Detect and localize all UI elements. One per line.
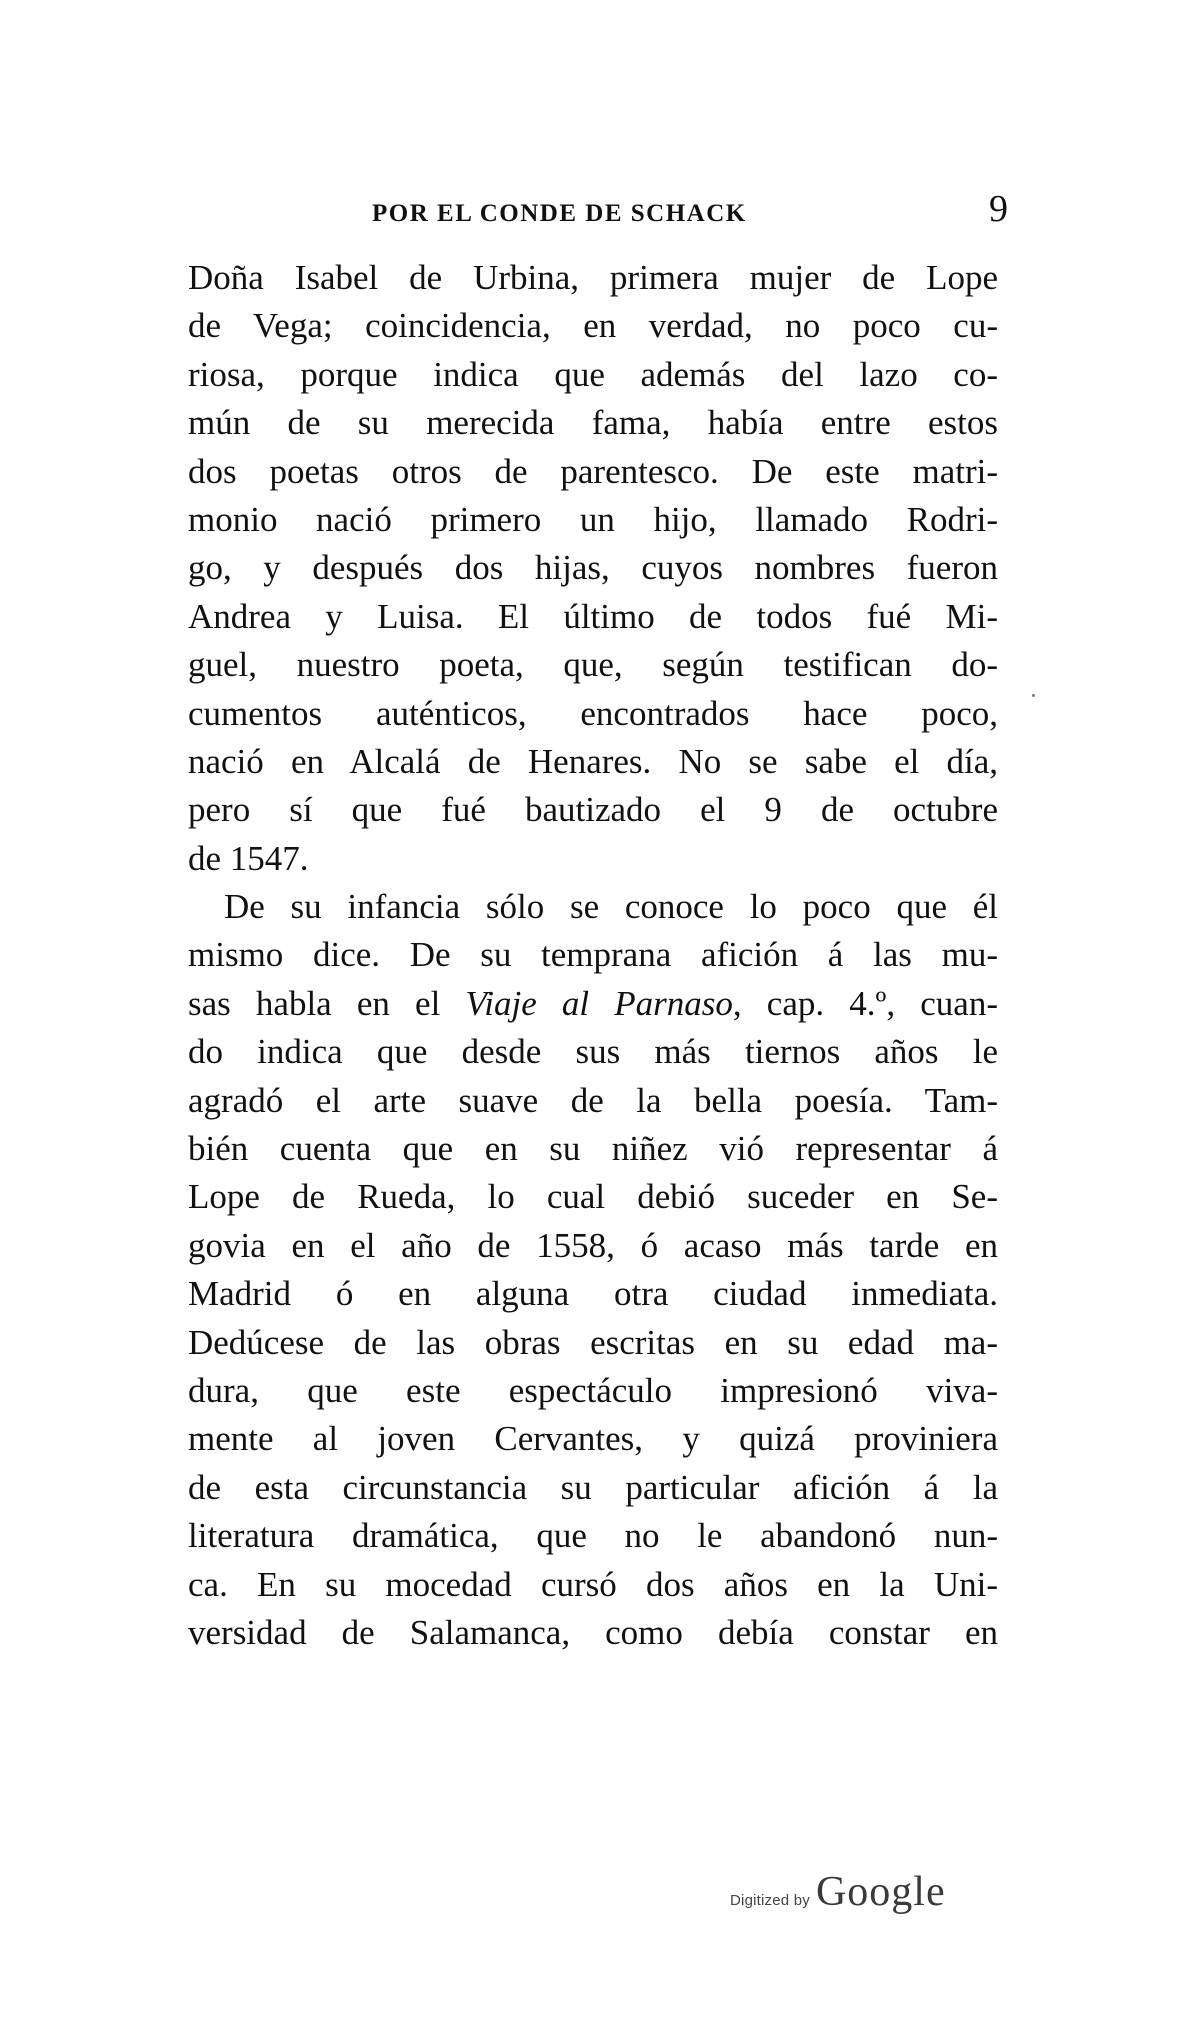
text-line: versidad de Salamanca, como debía constar en [188,1612,998,1652]
text-line: go, y después dos hijas, cuyos nombres fueron [188,548,998,588]
text-line: pero sí que fué bautizado el 9 de octubre [188,790,998,830]
text-line: ca. En su mocedad cursó dos años en la Uni- [188,1564,998,1604]
text-line: agradó el arte suave de la bella poesía. Tam- [188,1080,998,1120]
text-segment: sas habla en el [188,983,466,1023]
google-logo: Google [815,1869,946,1915]
paragraph-end-line: de 1547. [188,838,309,878]
paragraph-start-line: De su infancia sólo se conoce lo poco que él [224,887,998,927]
digitized-watermark [730,1868,946,1916]
text-line: cumentos auténticos, encontrados hace poco, [188,693,998,733]
text-line: de esta circunstancia su particular afición á la [188,1467,998,1507]
text-line: nació en Alcalá de Henares. No se sabe el día, [188,741,998,781]
text-line: dos poetas otros de parentesco. De este matri- [188,451,998,491]
running-title: POR EL CONDE DE SCHACK [372,200,747,227]
book-title-italic: Viaje al Parnaso [465,983,733,1023]
print-speck [1032,694,1035,697]
text-line: literatura dramática, que no le abandonó nun- [188,1516,998,1556]
text-line: de Vega; coincidencia, en verdad, no poco cu- [188,306,998,346]
text-line: mún de su merecida fama, había entre estos [188,403,998,443]
text-line: guel, nuestro poeta, que, según testifican do- [188,645,998,685]
running-head [188,190,1008,240]
text-line: mismo dice. De su temprana afición á las mu- [188,935,998,975]
text-line: mente al joven Cervantes, y quizá proviniera [188,1419,998,1459]
text-line-with-title [188,980,998,1028]
text-line: Andrea y Luisa. El último de todos fué Mi- [188,596,998,636]
text-line: bién cuenta que en su niñez vió representar á [188,1129,998,1169]
text-segment: , cap. 4.º, cuan- [732,983,998,1023]
page-number: 9 [989,188,1008,230]
text-line: Madrid ó en alguna otra ciudad inmediata. [188,1274,998,1314]
text-line: Lope de Rueda, lo cual debió suceder en Se- [188,1177,998,1217]
text-line: Dedúcese de las obras escritas en su edad ma- [188,1322,998,1362]
text-line: dura, que este espectáculo impresionó viva- [188,1370,998,1410]
text-line: riosa, porque indica que además del lazo co- [188,354,998,394]
digitized-label: Digitized by [730,1892,810,1909]
body-text [188,254,998,1657]
text-line: monio nació primero un hijo, llamado Rodri- [188,499,998,539]
text-line: govia en el año de 1558, ó acaso más tarde en [188,1225,998,1265]
text-line: do indica que desde sus más tiernos años le [188,1032,998,1072]
text-line: Doña Isabel de Urbina, primera mujer de Lope [188,258,998,297]
